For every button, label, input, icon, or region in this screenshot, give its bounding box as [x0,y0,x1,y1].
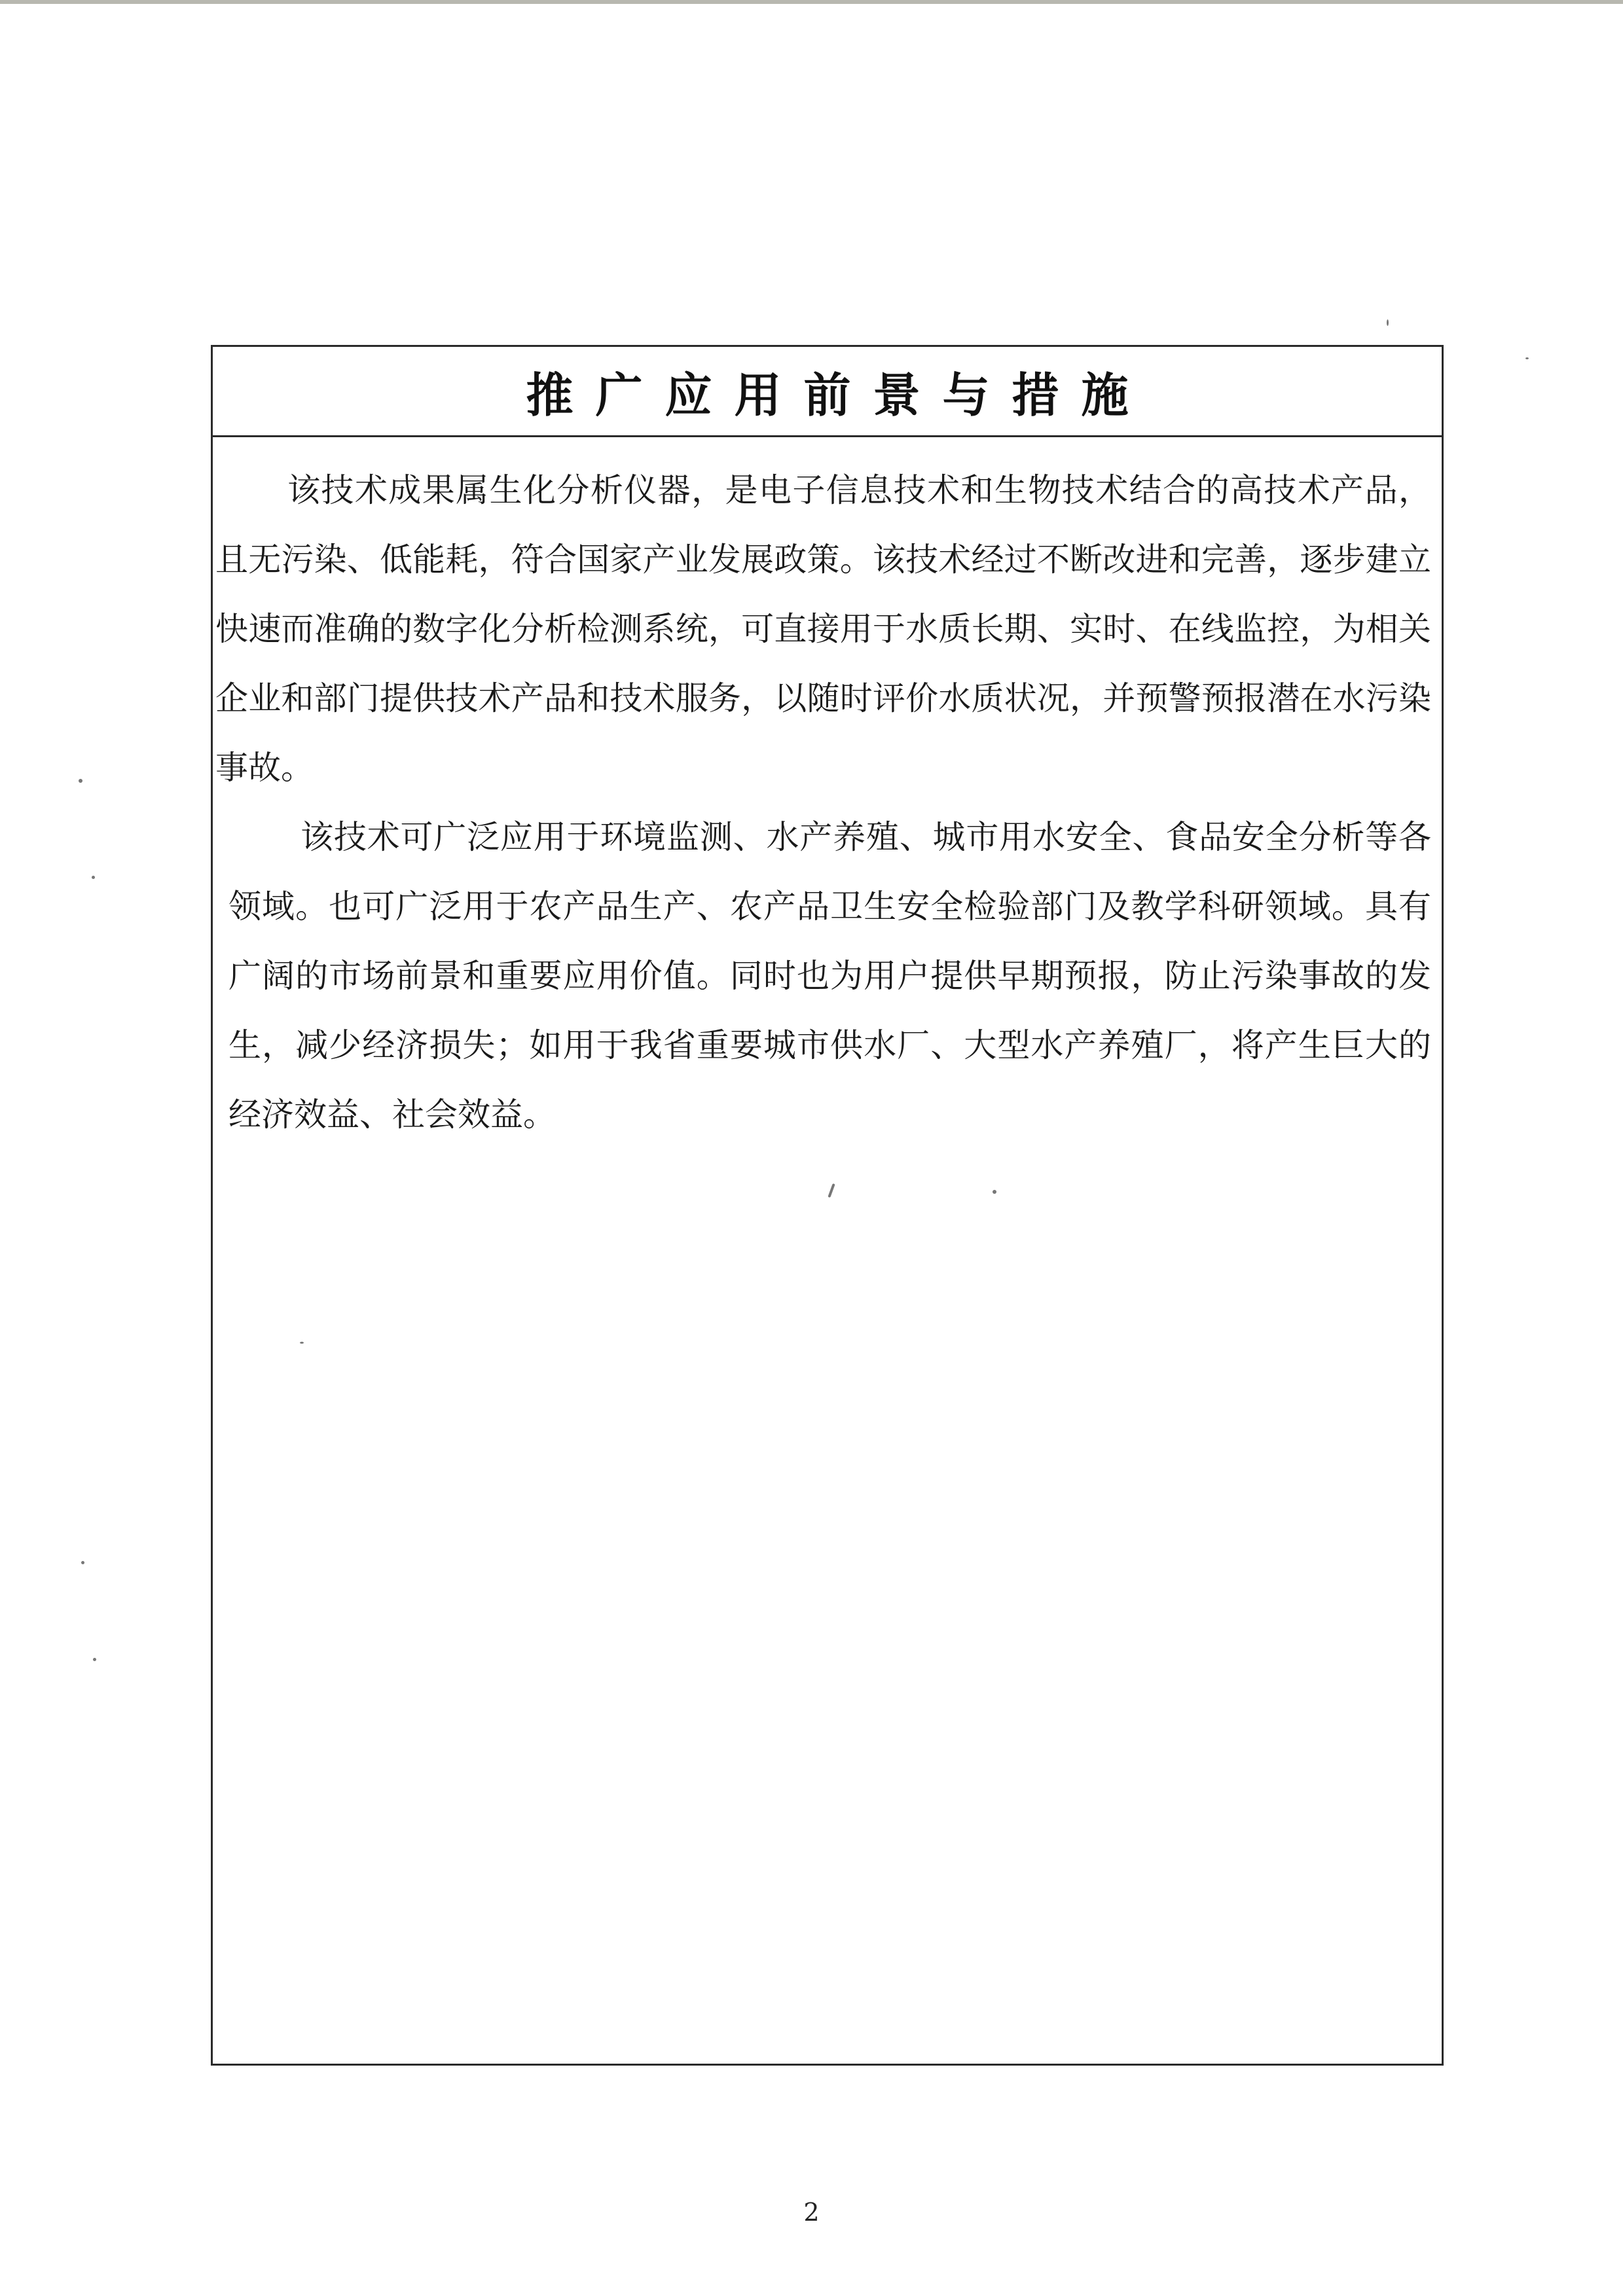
page-number: 2 [803,2198,820,2227]
scan-speck [300,1342,304,1344]
paragraph-2: 该技术可广泛应用于环境监测、水产养殖、城市用水安全、食品安全分析等各领域。也可广泛用于农产品生产、农产品卫生安全检验部门及教学科研领域。具有广阔的市场前景和重要应用价值。同时也为用户提供早期预报，防止污染事故的发生，减少经济损失；如用于我省重要城市供水厂、大型水产养殖厂，将产生巨大的经济效益、社会效益。 [228,818,1431,1134]
scan-speck [93,1658,96,1661]
scan-speck [993,1190,996,1194]
frame-header [213,347,1442,437]
scan-speck [1525,357,1529,359]
frame-body [213,437,1442,1149]
scan-speck [1387,319,1389,326]
scan-speck [81,1561,84,1564]
scan-speck [92,876,95,879]
section-title: 推广应用前景与措施 [526,367,1151,423]
scan-top-edge [0,0,1623,4]
content-frame [211,345,1444,2066]
paragraph-1: 该技术成果属生化分析仪器，是电子信息技术和生物技术结合的高技术产品，且无污染、低能耗，符合国家产业发展政策。该技术经过不断改进和完善，逐步建立快速而准确的数字化分析检测系统，可直接用于水质长期、实时、在线监控，为相关企业和部门提供技术产品和技术服务，以随时评价水质状况，并预警预报潜在水污染事故。 [215,471,1431,787]
scan-speck [79,779,82,783]
